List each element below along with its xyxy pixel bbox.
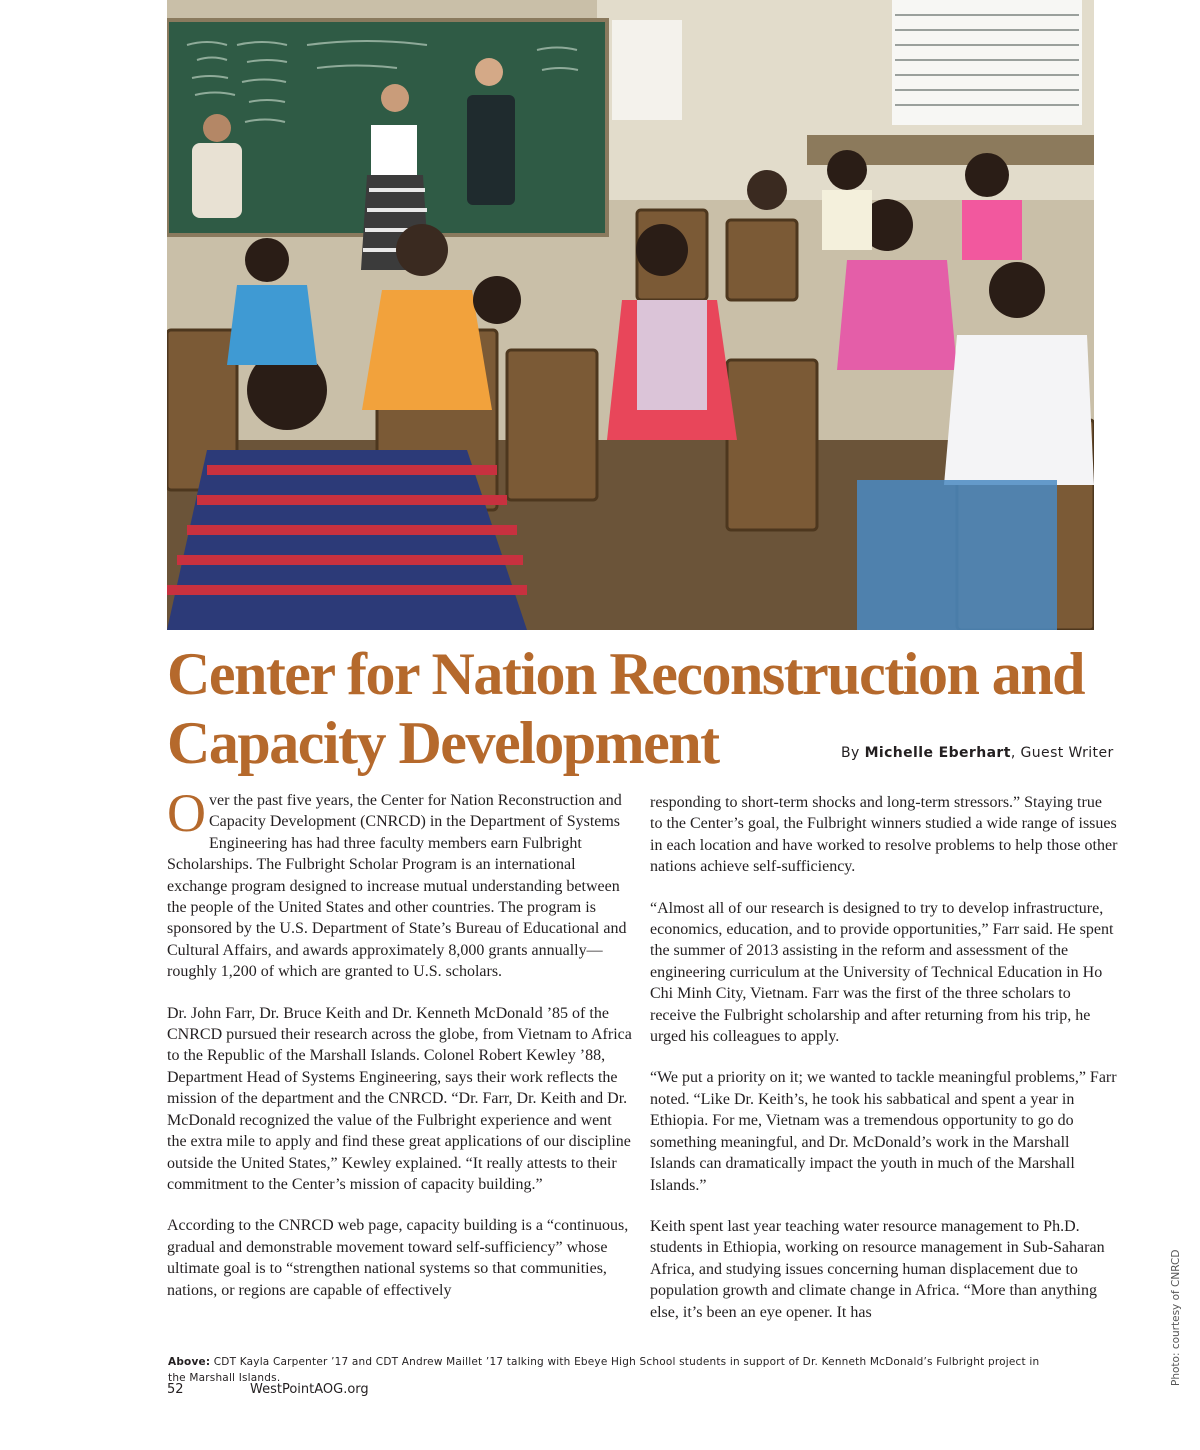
classroom-photo-icon bbox=[167, 0, 1094, 630]
drop-cap: O bbox=[167, 783, 206, 843]
paragraph: “Almost all of our research is designed to try to develop infrastructure, economics, education, and to provide opportunities,” Farr said. He spent the summer of 2013 assisting in the reform and assessment of the engineering curriculum at the University of Technical Education in Ho Chi Minh City, Vietnam. Farr was the first of the three scholars to receive the Fulbright scholarship and after returning from his trip, he urged his colleagues to apply. bbox=[650, 899, 1114, 1046]
caption-text: CDT Kayla Carpenter ’17 and CDT Andrew Maillet ’17 talking with Ebeye High School students in support of Dr. Kenneth McDonald’s Fulbright project in the Marshall Islands. bbox=[168, 1356, 1040, 1384]
article-column-2 bbox=[650, 792, 1118, 1343]
byline-prefix: By bbox=[841, 745, 860, 761]
author-name: Michelle Eberhart bbox=[864, 745, 1011, 761]
paragraph: According to the CNRCD web page, capacity building is a “continuous, gradual and demonstrable movement toward self-sufficiency” whose ultimate goal is to “strengthen national systems so that communities, nations, or regions are capable of effectively bbox=[167, 1217, 629, 1299]
title-line-2: Capacity Development bbox=[167, 710, 719, 776]
page-number: 52 bbox=[167, 1382, 184, 1397]
paragraph: Keith spent last year teaching water resource management to Ph.D. students in Ethiopia, working on resource management in Sub-Saharan Africa, and studying issues concerning human displacement due to population growth and climate change in Africa. “More than anything else, it’s been an eye opener. It has bbox=[650, 1217, 1105, 1321]
paragraph: Dr. John Farr, Dr. Bruce Keith and Dr. Kenneth McDonald ’85 of the CNRCD pursued their research across the globe, from Vietnam to Africa to the Republic of the Marshall Islands. Colonel Robert Kewley ’88, Department Head of Systems Engineering, says their work reflects the mission of the department and the CNRCD. “Dr. Farr, Dr. Keith and Dr. McDonald recognized the value of the Fulbright experience and went the extra mile to apply and find these great applications of our discipline outside the United States,” Kewley explained. “It really attests to their commitment to the Center’s mission of capacity building.” bbox=[167, 1004, 632, 1193]
footer-site-link[interactable]: WestPointAOG.org bbox=[250, 1382, 369, 1397]
paragraph bbox=[167, 783, 633, 983]
page-footer bbox=[167, 1382, 567, 1402]
caption-label: Above: bbox=[168, 1356, 211, 1368]
byline-suffix: , Guest Writer bbox=[1010, 745, 1114, 761]
title-line-1: Center for Nation Reconstruction and bbox=[167, 641, 1085, 707]
paragraph-text: ver the past five years, the Center for Nation Reconstruction and Capacity Development (CNRCD) in the Department of Systems Engineering has had three faculty members earn Fulbright Scholarships. The Fulbright Scholar Program is an international exchange program designed to increase mutual understanding between the people of the United States and other countries. The program is sponsored by the U.S. Department of State’s Bureau of Educational and Cultural Affairs, and awards approximately 8,000 grants annually—roughly 1,200 of which are granted to U.S. scholars. bbox=[167, 792, 627, 981]
paragraph: responding to short-term shocks and long-term stressors.” Staying true to the Center’s goal, the Fulbright winners studied a wide range of issues in each location and have worked to resolve problems to help those other nations achieve self-sufficiency. bbox=[650, 794, 1118, 876]
article-column-1 bbox=[167, 783, 633, 1321]
photo-credit: Photo: courtesy of CNRCD bbox=[1170, 1249, 1182, 1386]
classroom-photo bbox=[167, 0, 1094, 630]
paragraph: “We put a priority on it; we wanted to tackle meaningful problems,” Farr noted. “Like Dr. Keith’s, he took his sabbatical and spent a year in Ethiopia. For me, Vietnam was a tremendous opportunity to go do something meaningful, and Dr. McDonald’s work in the Marshall Islands can dramatically impact the youth in much of the Marshall Islands.” bbox=[650, 1069, 1117, 1194]
byline bbox=[841, 745, 1114, 761]
